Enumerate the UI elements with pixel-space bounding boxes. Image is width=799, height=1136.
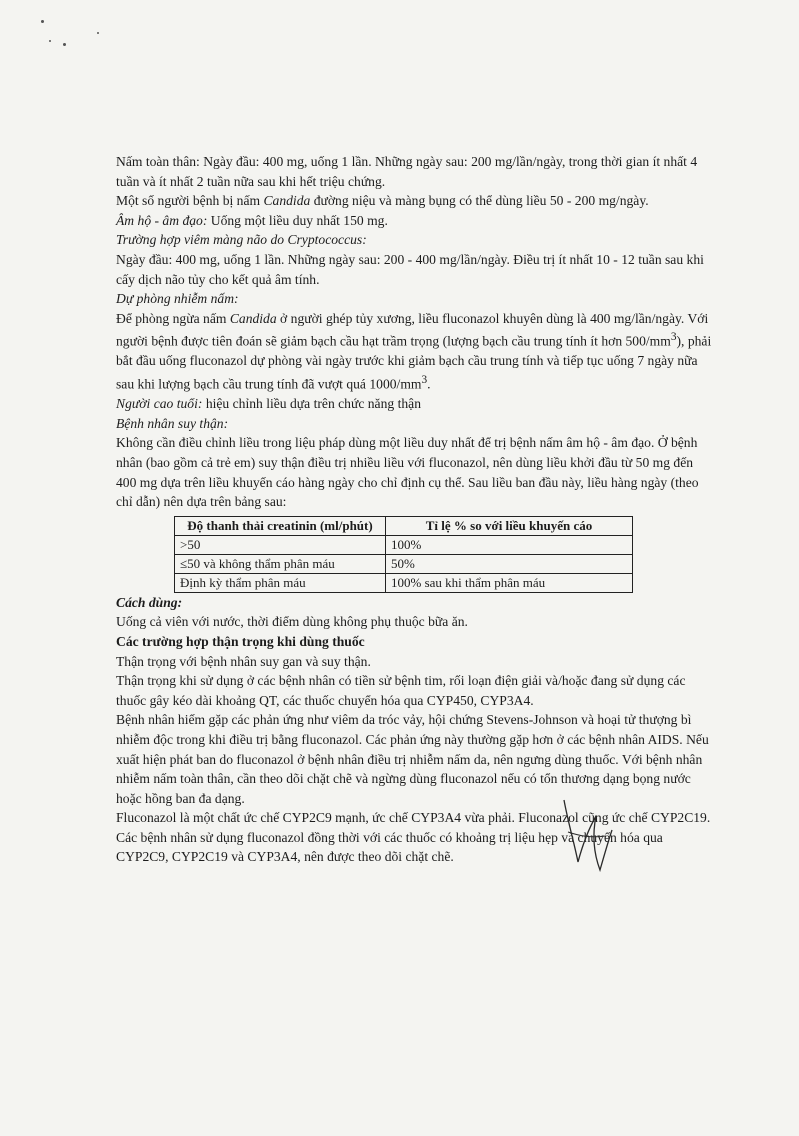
table-cell: Định kỳ thẩm phân máu — [175, 573, 386, 592]
table-row — [175, 535, 633, 554]
paragraph-meningitis-dose: Ngày đầu: 400 mg, uống 1 lần. Những ngày sau: 200 - 400 mg/lần/ngày. Điều trị ít nhất 10 - 12 tuần sau khi cấy dịch não tủy cho kết quả âm tính. — [116, 251, 704, 287]
scan-speck — [41, 20, 44, 23]
scan-speck — [49, 40, 51, 42]
paragraph-skin-reactions: Bệnh nhân hiếm gặp các phản ứng như viêm da tróc vảy, hội chứng Stevens-Johnson và hoại tử thượng bì nhiễm độc trong khi điều trị bằng fluconazol. Các phản ứng này thường gặp hơn ở các bệnh nhân AIDS. Nếu xuất hiện phát ban do fluconazol ở bệnh nhân điều trị nhiễm nấm da, nên ngưng dùng thuốc. Với bệnh nhân nhiễm nấm toàn thân, cần theo dõi chặt chẽ và ngừng dùng fluconazol nếu có tổn thương dạng bọng nước hoặc hồng ban đa dạng. — [116, 712, 709, 806]
table-row — [175, 554, 633, 573]
table-row — [175, 573, 633, 592]
paragraph-hepatic-renal: Thận trọng với bệnh nhân suy gan và suy thận. — [116, 653, 371, 669]
heading-precautions: Các trường hợp thận trọng khi dùng thuốc — [116, 633, 365, 649]
paragraph-cyp-inhibition: Fluconazol là một chất ức chế CYP2C9 mạnh, ức chế CYP3A4 vừa phải. Fluconazol cũng ức chế CYP2C19. Các bệnh nhân sử dụng fluconazol đồng thời với các thuốc có khoảng trị liệu hẹp và chuyển hóa qua CYP2C9, CYP2C19 và CYP3A4, nên được theo dõi chặt chẽ. — [116, 810, 711, 865]
heading-renal: Bệnh nhân suy thận: — [116, 415, 229, 431]
creatinine-dose-table — [174, 516, 633, 593]
heading-administration: Cách dùng: — [116, 594, 183, 610]
document-body — [116, 152, 716, 867]
table-cell: >50 — [175, 535, 386, 554]
paragraph-elderly: Người cao tuổi: hiệu chỉnh liều dựa trên chức năng thận — [116, 396, 421, 412]
paragraph-systemic-fungal: Nấm toàn thân: Ngày đầu: 400 mg, uống 1 lần. Những ngày sau: 200 mg/lần/ngày, trong thời gian ít nhất 4 tuần và ít nhất 2 tuần nữa sau khi hết triệu chứng. — [116, 154, 698, 189]
table-header: Tỉ lệ % so với liều khuyến cáo — [386, 516, 633, 535]
table-header: Độ thanh thải creatinin (ml/phút) — [175, 516, 386, 535]
table-header-row — [175, 516, 633, 535]
scan-speck — [63, 43, 66, 46]
paragraph-renal-dose: Không cần điều chỉnh liều trong liệu pháp dùng một liều duy nhất để trị bệnh nấm âm hộ - âm đạo. Ở bệnh nhân (bao gồm cả trẻ em) suy thận điều trị nhiều liều với fluconazol, nên dùng liều khởi đầu từ 50 mg đến 400 mg dựa trên liều khuyến cáo hàng ngày cho chỉ định cụ thể. Sau liều ban đầu này, liều hàng ngày (theo chỉ dẫn) nên dựa trên bảng sau: — [116, 435, 699, 510]
table-cell: 100% sau khi thẩm phân máu — [386, 573, 633, 592]
heading-cryptococcus: Trường hợp viêm màng não do Cryptococcus: — [116, 232, 367, 248]
paragraph-administration: Uống cả viên với nước, thời điểm dùng không phụ thuộc bữa ăn. — [116, 614, 468, 630]
heading-prophylaxis: Dự phòng nhiễm nấm: — [116, 291, 239, 307]
table-cell: 50% — [386, 554, 633, 573]
paragraph-prophylaxis: Để phòng ngừa nấm Candida ở người ghép tủy xương, liều fluconazol khuyên dùng là 400 mg/lần/ngày. Với người bệnh được tiên đoán sẽ giảm bạch cầu hạt trầm trọng (lượng bạch cầu trung tính ít hơn $500/mm^3$), phải bắt đầu uống fluconazol dự phòng vài ngày trước khi giảm bạch cầu trung tính và tiếp tục uống 7 ngày nữa sau khi lượng bạch cầu trung tính đã vượt quá $1000/mm^3$. — [116, 310, 712, 392]
paragraph-candida-urinary: Một số người bệnh bị nấm Candida đường niệu và màng bụng có thể dùng liều 50 - 200 mg/ngày. — [116, 193, 649, 209]
paragraph-vulvovaginal: Âm hộ - âm đạo: Uống một liều duy nhất 150 mg. — [116, 212, 388, 228]
table-cell: ≤50 và không thẩm phân máu — [175, 554, 386, 573]
paragraph-cardiac: Thận trọng khi sử dụng ở các bệnh nhân có tiền sử bệnh tim, rối loạn điện giải và/hoặc đang sử dụng các thuốc gây kéo dài khoảng QT, các thuốc chuyển hóa qua CYP450, CYP3A4. — [116, 673, 686, 708]
scan-speck — [97, 32, 99, 34]
handwritten-signature — [556, 792, 616, 892]
table-cell: 100% — [386, 535, 633, 554]
